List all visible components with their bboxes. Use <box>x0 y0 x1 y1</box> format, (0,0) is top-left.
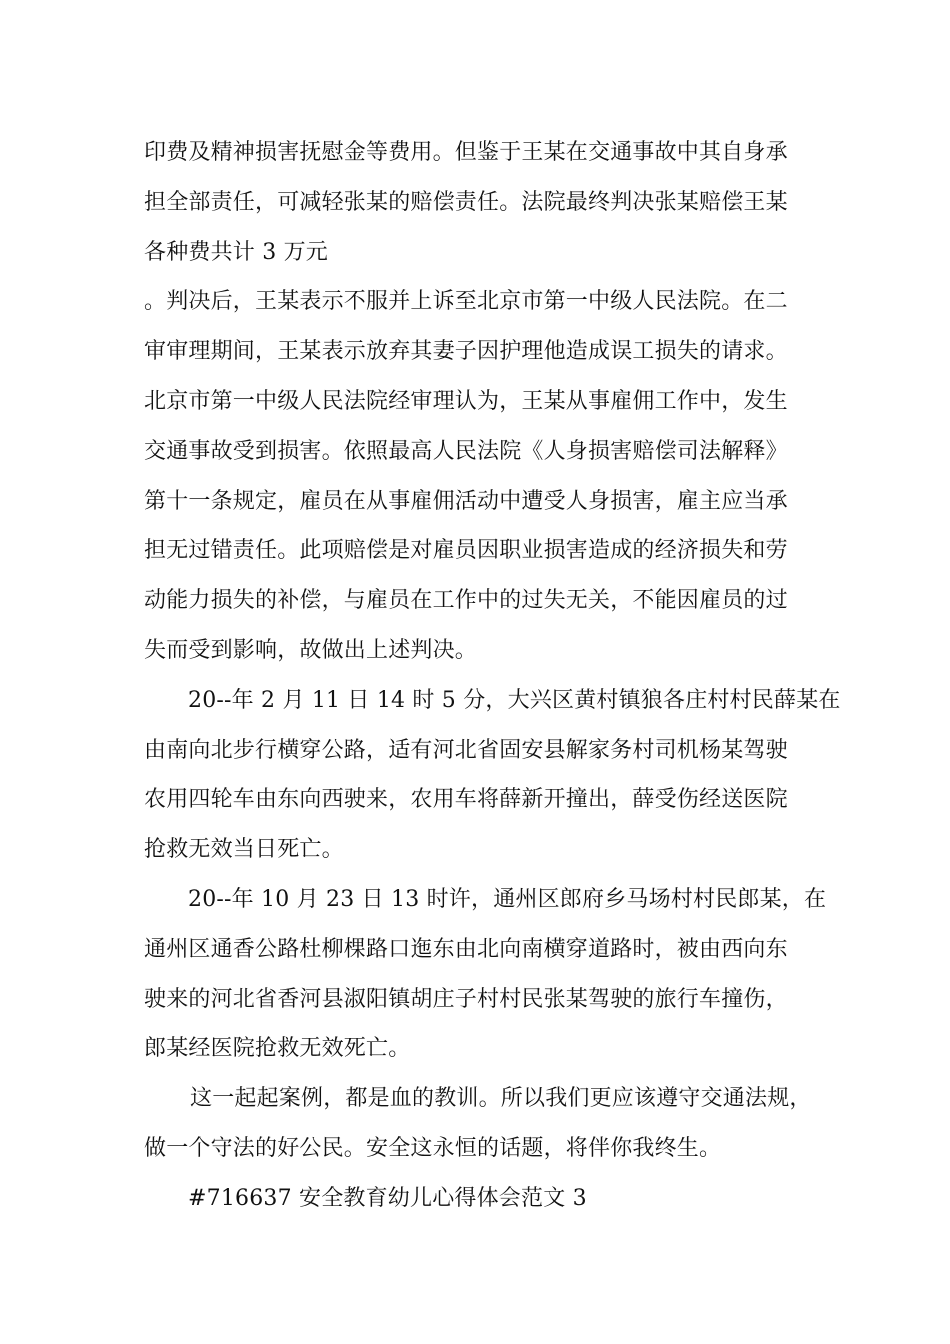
text-line: 失而受到影响，故做出上述判决。 <box>144 637 478 663</box>
text-line: 郎某经医院抢救无效死亡。 <box>144 1036 411 1062</box>
text-line: 抢救无效当日死亡。 <box>144 837 344 863</box>
text-line: 审审理期间，王某表示放弃其妻子因护理他造成误工损失的请求。 <box>144 339 788 365</box>
text-line: 动能力损失的补偿，与雇员在工作中的过失无关，不能因雇员的过 <box>144 588 788 614</box>
text-line: 农用四轮车由东向西驶来，农用车将薛新开撞出，薛受伤经送医院 <box>144 787 788 813</box>
text-line: 印费及精神损害抚慰金等费用。但鉴于王某在交通事故中其自身承 <box>144 140 788 165</box>
paragraph-first-line: 这一起起案例，都是血的教训。所以我们更应该遵守交通法规， <box>190 1086 812 1112</box>
text-line: 担无过错责任。此项赔偿是对雇员因职业损害造成的经济损失和劳 <box>144 538 788 564</box>
section-heading: #716637 安全教育幼儿心得体会范文 3 <box>188 1185 587 1211</box>
text-line: 北京市第一中级人民法院经审理认为，王某从事雇佣工作中，发生 <box>144 388 788 414</box>
text-line: 担全部责任，可减轻张某的赔偿责任。法院最终判决张某赔偿王某 <box>144 189 788 215</box>
text-line: 。判决后，王某表示不服并上诉至北京市第一中级人民法院。在二 <box>144 289 788 315</box>
text-line: 驶来的河北省香河县淑阳镇胡庄子村村民张某驾驶的旅行车撞伤， <box>144 986 788 1012</box>
paragraph-first-line: 20--年 2 月 11 日 14 时 5 分，大兴区黄村镇狼各庄村村民薛某在 <box>188 687 841 713</box>
text-line: 各种费共计 3 万元 <box>144 239 328 265</box>
text-line: 做一个守法的好公民。安全这永恒的话题，将伴你我终生。 <box>144 1135 722 1161</box>
text-line: 通州区通香公路杜柳棵路口迤东由北向南横穿道路时，被由西向东 <box>144 936 788 962</box>
paragraph-first-line: 20--年 10 月 23 日 13 时许，通州区郎府乡马场村村民郎某，在 <box>188 886 827 912</box>
text-line: 由南向北步行横穿公路，适有河北省固安县解家务村司机杨某驾驶 <box>144 737 788 763</box>
text-line: 交通事故受到损害。依照最高人民法院《人身损害赔偿司法解释》 <box>144 438 788 464</box>
document-body <box>144 128 844 1224</box>
text-line: 第十一条规定，雇员在从事雇佣活动中遭受人身损害，雇主应当承 <box>144 488 788 514</box>
